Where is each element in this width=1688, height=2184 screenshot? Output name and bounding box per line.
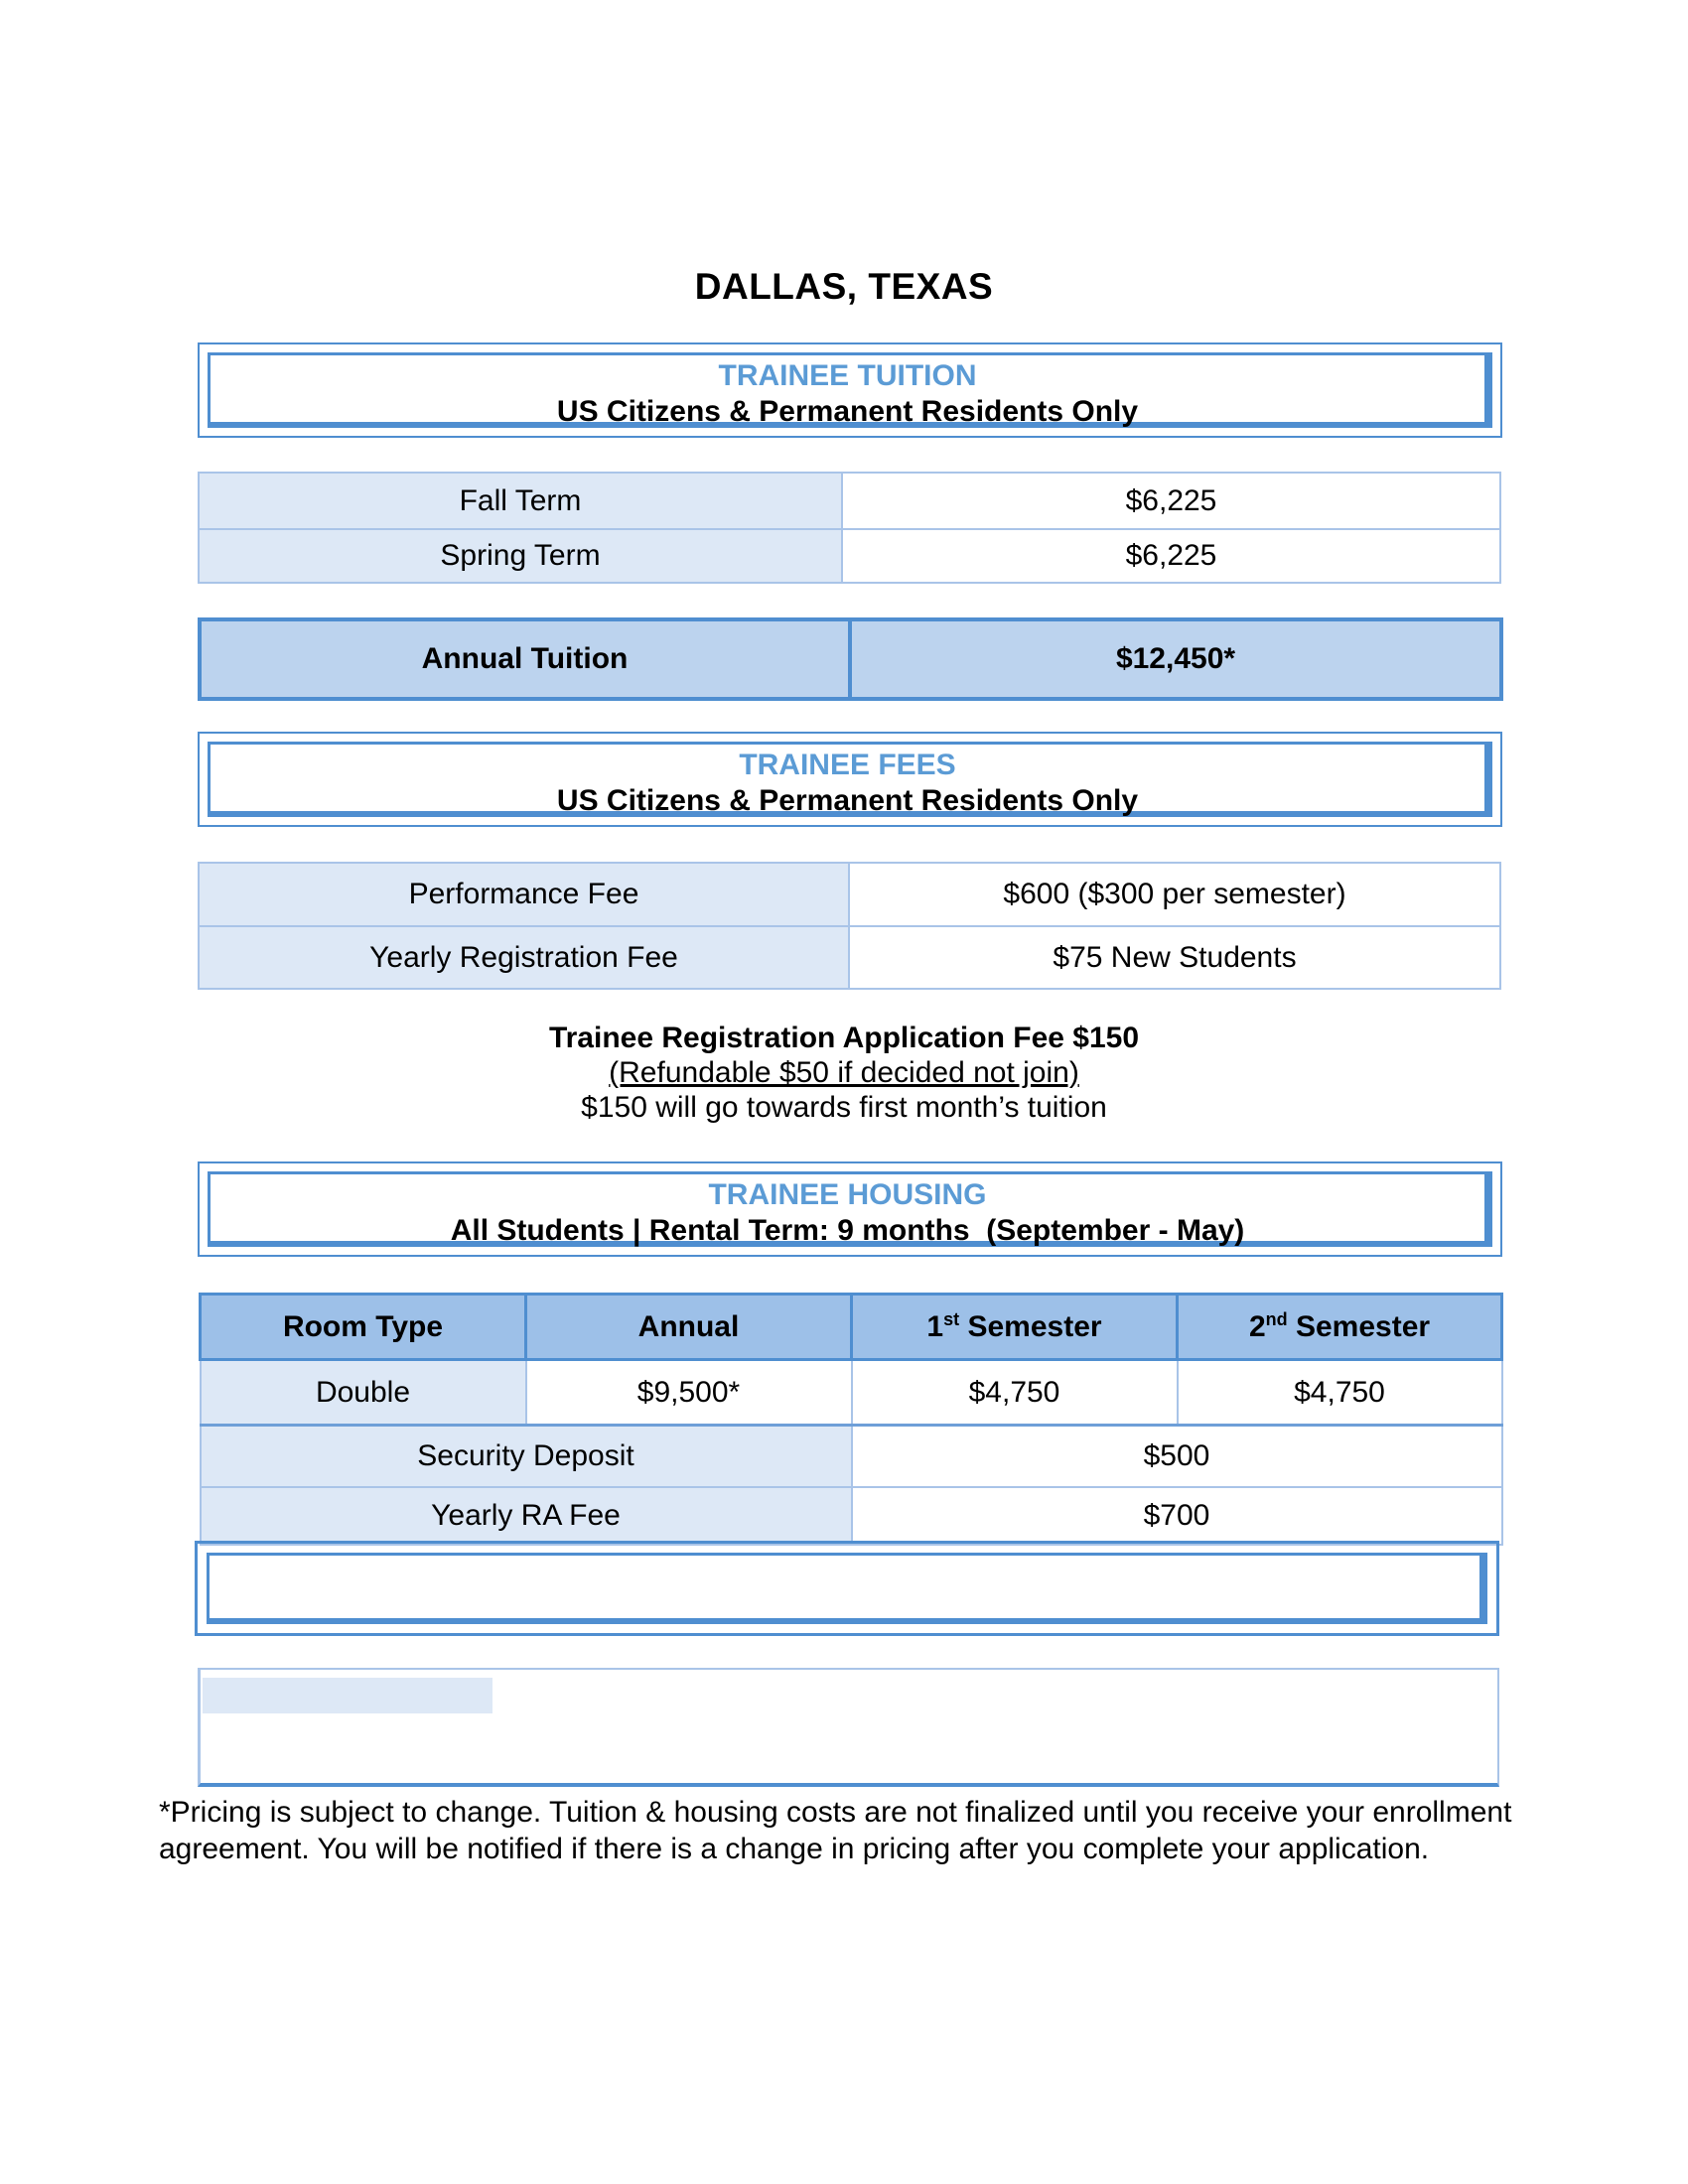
application-fee-tuition-note: $150 will go towards first month’s tuition (581, 1091, 1107, 1124)
tuition-term-label: Fall Term (199, 473, 842, 529)
tuition-term-value: $6,225 (842, 473, 1500, 529)
table-row (199, 473, 1500, 529)
tuition-header-box (198, 342, 1502, 438)
annual-cell: $9,500* (526, 1360, 852, 1426)
room-type-cell: Double (201, 1360, 526, 1426)
ra-fee-label: Yearly RA Fee (201, 1487, 852, 1545)
second-semester-cell: $4,750 (1178, 1360, 1502, 1426)
table-row (199, 529, 1500, 583)
application-fee-block (0, 1021, 1688, 1125)
pricing-footnote: *Pricing is subject to change. Tuition & housing costs are not finalized until you receive your enrollment agreement. You will be notified if there is a change in pricing after you complete your application. (159, 1796, 1512, 1865)
table-row (201, 1487, 1502, 1545)
application-fee-title: Trainee Registration Application Fee $150 (548, 1022, 1140, 1054)
first-semester-cell: $4,750 (852, 1360, 1178, 1426)
security-deposit-value: $500 (852, 1426, 1502, 1487)
blank-shaded-cell (203, 1678, 492, 1713)
second-semester-suffix: nd (1265, 1309, 1288, 1329)
tuition-term-value: $6,225 (842, 529, 1500, 583)
fee-label: Yearly Registration Fee (199, 926, 849, 989)
first-semester-number: 1 (926, 1310, 944, 1343)
tuition-header-subtitle: US Citizens & Permanent Residents Only (556, 395, 1139, 428)
security-deposit-label: Security Deposit (201, 1426, 852, 1487)
application-fee-refund-note: (Refundable $50 if decided not join) (609, 1056, 1079, 1089)
annual-tuition-value: $12,450* (850, 619, 1501, 699)
annual-tuition-table (198, 617, 1503, 701)
fees-table (198, 862, 1501, 990)
table-row (201, 1360, 1502, 1426)
tuition-header-title: TRAINEE TUITION (718, 359, 977, 392)
fees-header-title: TRAINEE FEES (739, 749, 956, 781)
second-semester-number: 2 (1248, 1310, 1266, 1343)
fee-label: Performance Fee (199, 863, 849, 926)
housing-empty-box-inner (207, 1553, 1487, 1624)
column-header-first-semester (852, 1295, 1178, 1360)
tuition-term-label: Spring Term (199, 529, 842, 583)
page-title: DALLAS, TEXAS (694, 266, 994, 307)
annual-tuition-label: Annual Tuition (200, 619, 850, 699)
table-row (200, 619, 1501, 699)
column-header-room-type: Room Type (201, 1295, 526, 1360)
fee-value: $600 ($300 per semester) (849, 863, 1500, 926)
housing-header-subtitle: All Students | Rental Term: 9 months (September - May) (450, 1214, 1245, 1247)
fees-header-subtitle: US Citizens & Permanent Residents Only (556, 784, 1139, 817)
first-semester-text: Semester (959, 1310, 1102, 1343)
fees-header-box (198, 732, 1502, 827)
table-row (201, 1426, 1502, 1487)
tuition-terms-table (198, 472, 1501, 584)
column-header-annual: Annual (526, 1295, 852, 1360)
second-semester-text: Semester (1287, 1310, 1431, 1343)
column-header-second-semester (1178, 1295, 1502, 1360)
table-header-row (201, 1295, 1502, 1360)
table-row (199, 926, 1500, 989)
ra-fee-value: $700 (852, 1487, 1502, 1545)
housing-header-title: TRAINEE HOUSING (708, 1178, 987, 1211)
fee-value: $75 New Students (849, 926, 1500, 989)
housing-empty-box (195, 1541, 1499, 1636)
table-row (199, 863, 1500, 926)
housing-table (199, 1293, 1503, 1546)
first-semester-suffix: st (943, 1309, 960, 1329)
housing-header-box (198, 1161, 1502, 1257)
